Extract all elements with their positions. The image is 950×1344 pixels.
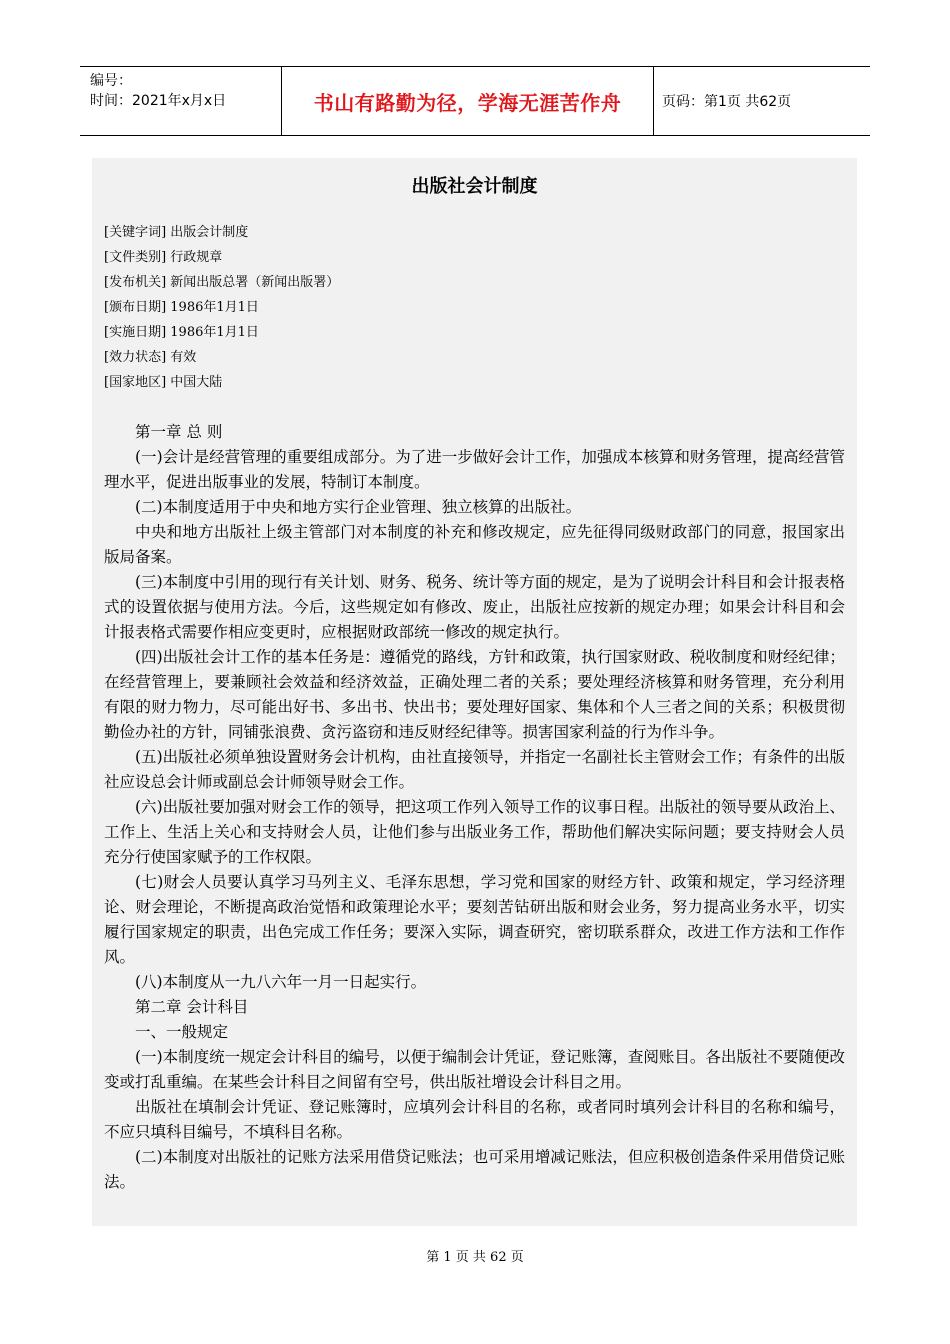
header-info-cell [80,67,282,135]
header-page-cell [654,67,870,135]
meta-status: [效力状态] 有效 [104,350,197,365]
meta-region: [国家地区] 中国大陆 [104,375,223,390]
page-info: 页码：第1页 共62页 [662,94,792,110]
page-header [80,66,870,136]
document-panel [92,158,857,1226]
section-heading: 一、一般规定 [135,1023,229,1041]
body-paragraph: (六)出版社要加强对财会工作的领导，把这项工作列入领导工作的议事日程。出版社的领导要从政治上、工作上、生活上关心和支持财会人员，让他们参与出版业务工作，帮助他们解决实际问题；要支持财会人员充分行使国家赋予的工作权限。 [104,798,845,866]
page-footer [0,1246,950,1265]
body-paragraph: (八)本制度从一九八六年一月一日起实行。 [135,973,427,991]
body-paragraph: (三)本制度中引用的现行有关计划、财务、税务、统计等方面的规定，是为了说明会计科目和会计报表格式的设置依据与使用方法。今后，这些规定如有修改、废止，出版社应按新的规定办理；如果会计科目和会计报表格式需要作相应变更时，应根据财政部统一修改的规定执行。 [104,573,845,641]
meta-category: [文件类别] 行政规章 [104,250,223,265]
body-paragraph: 中央和地方出版社上级主管部门对本制度的补充和修改规定，应先征得同级财政部门的同意，报国家出版局备案。 [104,523,845,566]
number-label: 编号： [90,73,132,89]
meta-keywords: [关键字词] 出版会计制度 [104,225,249,240]
body-paragraph: (一)本制度统一规定会计科目的编号，以便于编制会计凭证，登记账簿，查阅账目。各出版社不要随便改变或打乱重编。在某些会计科目之间留有空号，供出版社增设会计科目之用。 [104,1048,845,1091]
body-paragraph: (二)本制度适用于中央和地方实行企业管理、独立核算的出版社。 [135,498,582,516]
chapter-heading: 第二章 会计科目 [135,998,249,1016]
header-motto-cell [282,67,654,135]
metadata-list [104,220,339,395]
body-paragraph: (五)出版社必须单独设置财务会计机构，由社直接领导，并指定一名副社长主管财会工作；有条件的出版社应设总会计师或副总会计师领导财会工作。 [104,748,845,791]
chapter-heading: 第一章 总 则 [135,423,223,441]
body-paragraph: (二)本制度对出版社的记账方法采用借贷记账法；也可采用增减记账法，但应积极创造条件采用借贷记账法。 [104,1148,845,1191]
date-label: 时间：2021年x月x日 [90,93,227,109]
body-paragraph: (四)出版社会计工作的基本任务是：遵循党的路线，方针和政策，执行国家财政、税收制度和财经纪律；在经营管理上，要兼顾社会效益和经济效益，正确处理二者的关系；要处理经济核算和财务管理，充分利用有限的财力物力，尽可能出好书、多出书、快出书；要处理好国家、集体和个人三者之间的关系；积极贯彻勤俭办社的方针，同铺张浪费、贪污盗窃和违反财经纪律等。损害国家利益的行为作斗争。 [104,648,845,741]
body-paragraph: 出版社在填制会计凭证、登记账簿时，应填列会计科目的名称，或者同时填列会计科目的名称和编号，不应只填科目编号，不填科目名称。 [104,1098,845,1141]
body-paragraph: (七)财会人员要认真学习马列主义、毛泽东思想，学习党和国家的财经方针、政策和规定，学习经济理论、财会理论，不断提高政治觉悟和政策理论水平；要刻苦钻研出版和财会业务，努力提高业务水平，切实履行国家规定的职责，出色完成工作任务；要深入实际，调查研究，密切联系群众，改进工作方法和工作作风。 [104,873,845,966]
body-paragraph: (一)会计是经营管理的重要组成部分。为了进一步做好会计工作，加强成本核算和财务管理，提高经营管理水平，促进出版事业的发展，特制订本制度。 [104,448,845,491]
motto-text: 书山有路勤为径，学海无涯苦作舟 [313,90,622,115]
meta-publish-date: [颁布日期] 1986年1月1日 [104,300,259,315]
footer-page-number: 第 1 页 共 62 页 [426,1250,524,1265]
document-title: 出版社会计制度 [411,176,538,197]
document-body [104,420,845,1195]
meta-effective-date: [实施日期] 1986年1月1日 [104,325,259,340]
meta-issuer: [发布机关] 新闻出版总署（新闻出版署） [104,275,340,290]
